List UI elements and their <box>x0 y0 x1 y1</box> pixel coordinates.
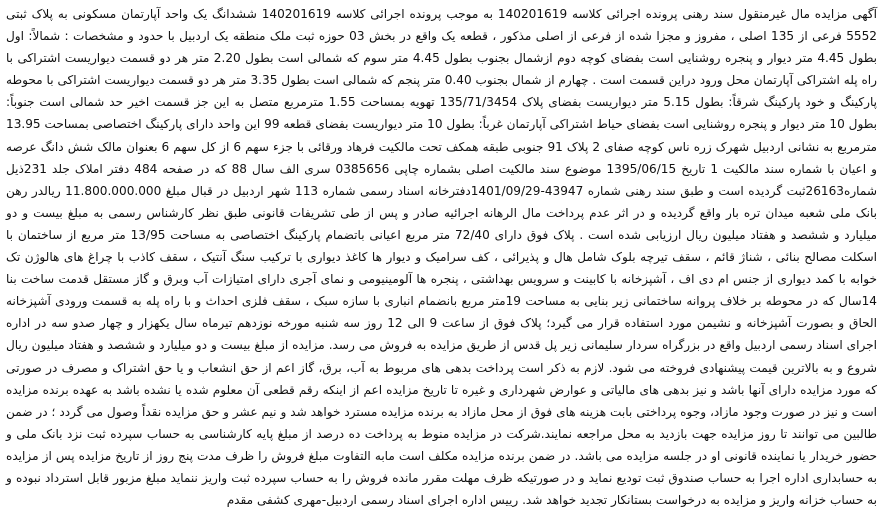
notice-body-text: آگهی مزایده مال غیرمنقول سند رهنی پرونده اجرائی کلاسه 140201619 به موجب پرونده اجرائی کلاسه 140201619 ششدانگ یک واحد آپارتمان مسکونی به پلاک ثبتی 5552 فرعی از 135 اصلی ، مفروز و مجزا شده از فرعی از اصلی مذکور ، قطعه یک واقع در بخش 03 حوزه ثبت ملک منطقه یک اردبیل با حدود و مشخصات : شمالاً: اول بطول 4.45 متر دیوار و پنجره روشنایی است بفضای کوچه دوم ازشمال بجنوب بطول 4.45 متر سوم که شمالی است بطول 2.20 متر هر دو قسمت دیواریست اشتراکی با راه پله اشتراکی آپارتمان محل ورود دراین قسمت است . چهارم از شمال بجنوب 0.40 متر پنجم که شمالی است بطول 3.35 متر هر دو قسمت دیواریست اشتراکی با محوطه پارکینگ و خود پارکینگ شرقاً: بطول 5.15 متر دیواریست بفضای پلاک 135/71/3454 تهویه بمساحت 1.55 مترمربع متصل به این جز قسمت اخیر حد شمالی است جنوباً: بطول 10 متر دیوار و پنجره روشنایی است بفضای حیاط اشتراکی آپارتمان غرباً: بطول 10 متر دیواریست بفضای قطعه 99 این واحد دارای پارکینگ اختصاصی بمساحت 13.95 مترمربع به نشانی اردبیل شهرک زره ناس کوچه صفای 2 پلاک 91 جنوبی طبقه همکف تحت مالکیت فرهاد ورقائی با جزء سهم 6 از کل سهم 6 بعنوان مالک شش دانگ عرصه و اعیان با شماره سند مالکیت 1 تاریخ 1395/06/15 موضوع سند مالکیت اصلی بشماره چاپی 0385656 سری الف سال 88 که در صفحه 484 دفتر املاک جلد 231ذیل شماره26163ثبت گردیده است و طبق سند رهنی شماره 43947-1401/09/29دفترخانه اسناد رسمی شماره 113 شهر اردبیل در قبال مبلغ 11.800.000.000 ریالدر رهن بانک ملی شعبه میدان تره بار واقع گردیده و در اثر عدم پرداخت مال الرهانه اجرائیه صادر و پس از طی تشریفات قانونی طبق نظر کارشناس رسمی به مبلغ بیست و دو میلیارد و ششصد و هفتاد میلیون ریال ارزیابی شده است . پلاک فوق دارای 72/40 متر مربع اعیانی باتضمام پارکینگ اختصاصی به مساحت 13/95 متر مربع از ساختمان با اسکلت مصالح بنائی ، شناژ قائم ، سقف تیرچه بلوک شامل هال و پذیرائی ، کف سرامیک و دیوار ها کاغذ دیواری با ترکیب سنگ آنتیک ، سقف کاذب با چراغ های هالوژن تک خوابه با کمد دیواری از جنس ام دی اف ، آشپزخانه با کابینت و سرویس بهداشتی ، پنجره ها آلومینیومی و نمای آجری دارای امتیازات آب وبرق و گاز مستقل قدمت ساخت بنا 14سال که در محوطه بر خلاف پروانه ساختمانی زیر بنایی به مساحت 19متر مربع بانضمام انباری با سازه سبک ، سقف فلزی احداث و با راه پله به قسمت ورودی آشپزخانه الحاق و بصورت آشپزخانه و نشیمن مورد استفاده قرار می گیرد؛ پلاک فوق از ساعت 9 الی 12 روز سه شنبه مورخه نوزدهم تیرماه سال یکهزار و چهار صدو سه در اداره اجرای اسناد رسمی اردبیل واقع در بزرگراه سردار سلیمانی زیر پل قدس از طریق مزایده به فروش می رسد. مزایده از مبلغ بیست و دو میلیارد و ششصد و هفتاد میلیون ریال شروع و به بالاترین قیمت پیشنهادی فروخته می شود. لازم به ذکر است پرداخت بدهی های مربوط به آب، برق، گاز اعم از حق انشعاب و یا حق اشتراک و مصرف در صورتی که مورد مزایده دارای آنها باشد و نیز بدهی های مالیاتی و عوارض شهرداری و غیره تا تاریخ مزایده اعم از اینکه رقم قطعی آن معلوم شده یا نشده باشد به عهده برنده مزایده است و نیز در صورت وجود مازاد، وجوه پرداختی بابت هزینه های فوق از محل مازاد به برنده مزایده مسترد خواهد شد و نیم عشر و حق مزایده نقداً وصول می گردد ؛ در ضمن طالبین می توانند تا روز مزایده جهت بازدید به محل مراجعه نمایند.شرکت در مزایده منوط به پرداخت ده درصد از مبلغ پایه کارشناسی به حساب سپرده ثبت نزد بانک ملی و حضور خریدار یا نماینده قانونی او در جلسه مزایده می باشد. در ضمن برنده مزایده مکلف است مابه التفاوت مبلغ فروش را ظرف مدت پنج روز از تاریخ مزایده پس از مزایده به حسابداری اداره اجرا به حساب صندوق ثبت تودیع نماید و در صورتیکه ظرف مهلت مقرر مانده فروش را به حساب سپرده ثبت واریز ننماید مبلغ مزبور قابل استرداد نبوده و به حساب خزانه واریز و مزایده به درخواست بستانکار تجدید خواهد شد. رییس اداره اجرای اسناد رسمی اردبیل-مهری کشفی مقدم <box>6 7 878 508</box>
